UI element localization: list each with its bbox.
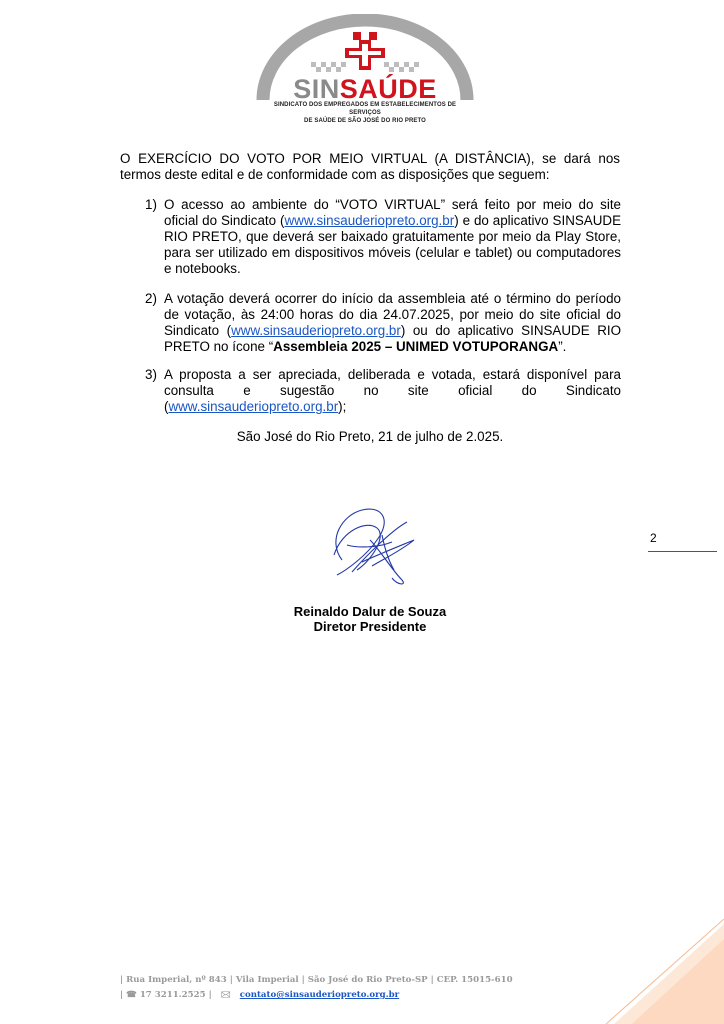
site-link[interactable]: www.sinsauderiopreto.org.br (168, 399, 339, 414)
item-number: 3) (145, 367, 157, 382)
list-item-2: 2) A votação deverá ocorrer do início da assembleia até o término do período de votação, às 24:00 horas do dia 24.07.2025, por meio do site oficial do Sindicato (www.sinsauderiopreto.org.br) ou do aplicativo SINSAUDE RIO PRETO no ícone “Assembleia 2025 – UNIMED VOTUPORANGA”. (145, 291, 621, 354)
list-item-1: 1) O acesso ao ambiente do “VOTO VIRTUAL” será feito por meio do site oficial do Sindicato (www.sinsauderiopreto.org.br) e do aplicativo SINSAUDE RIO PRETO, que deverá ser baixado gratuitamente por meio da Play Store, para ser utilizado em dispositivos móveis (celular e tablet) ou computadores e notebooks. (145, 197, 621, 276)
intro-paragraph: O EXERCÍCIO DO VOTO POR MEIO VIRTUAL (A DISTÂNCIA), se dará nos termos deste edital e de conformidade com as disposições que seguem: (120, 151, 620, 182)
item-number: 2) (145, 291, 157, 306)
footer-address-line: | Rua Imperial, nº 843 | Vila Imperial | São José do Rio Preto-SP | CEP. 15015-610 (120, 975, 513, 985)
email-link[interactable]: contato@sinsauderiopreto.org.br (239, 990, 400, 1000)
date-line: São José do Rio Preto, 21 de julho de 2.025. (236, 429, 504, 444)
signer-title: Diretor Presidente (313, 619, 427, 634)
assembly-name: Assembleia 2025 – UNIMED VOTUPORANGA (273, 339, 559, 354)
signature-image (322, 500, 422, 590)
footer-contact-line (120, 988, 513, 1003)
signer-block (220, 604, 520, 634)
phone-icon-text: | ☎ 17 3211.2525 | (120, 990, 212, 1000)
page-number: 2 (650, 531, 657, 545)
logo-wordmark: SINSAÚDE (293, 74, 437, 104)
signer-name: Reinaldo Dalur de Souza (293, 604, 447, 619)
logo-subtitle: SINDICATO DOS EMPREGADOS EM ESTABELECIMENTOS DE SERVIÇOS DE SAÚDE DE SÃO JOSÉ DO RIO PRETO (273, 102, 457, 124)
list-item-3: 3) A proposta a ser apreciada, deliberada e votada, estará disponível para consulta e sugestão no site oficial do Sindicato (www.sinsauderiopreto.org.br); (145, 367, 621, 414)
footer-address (120, 973, 513, 1003)
page-number-rule (648, 551, 717, 552)
site-link[interactable]: www.sinsauderiopreto.org.br (231, 323, 401, 338)
site-link[interactable]: www.sinsauderiopreto.org.br (284, 213, 455, 228)
mail-icon: 🖂 (220, 990, 231, 1000)
item-number: 1) (145, 197, 157, 212)
corner-decoration (574, 884, 724, 1024)
